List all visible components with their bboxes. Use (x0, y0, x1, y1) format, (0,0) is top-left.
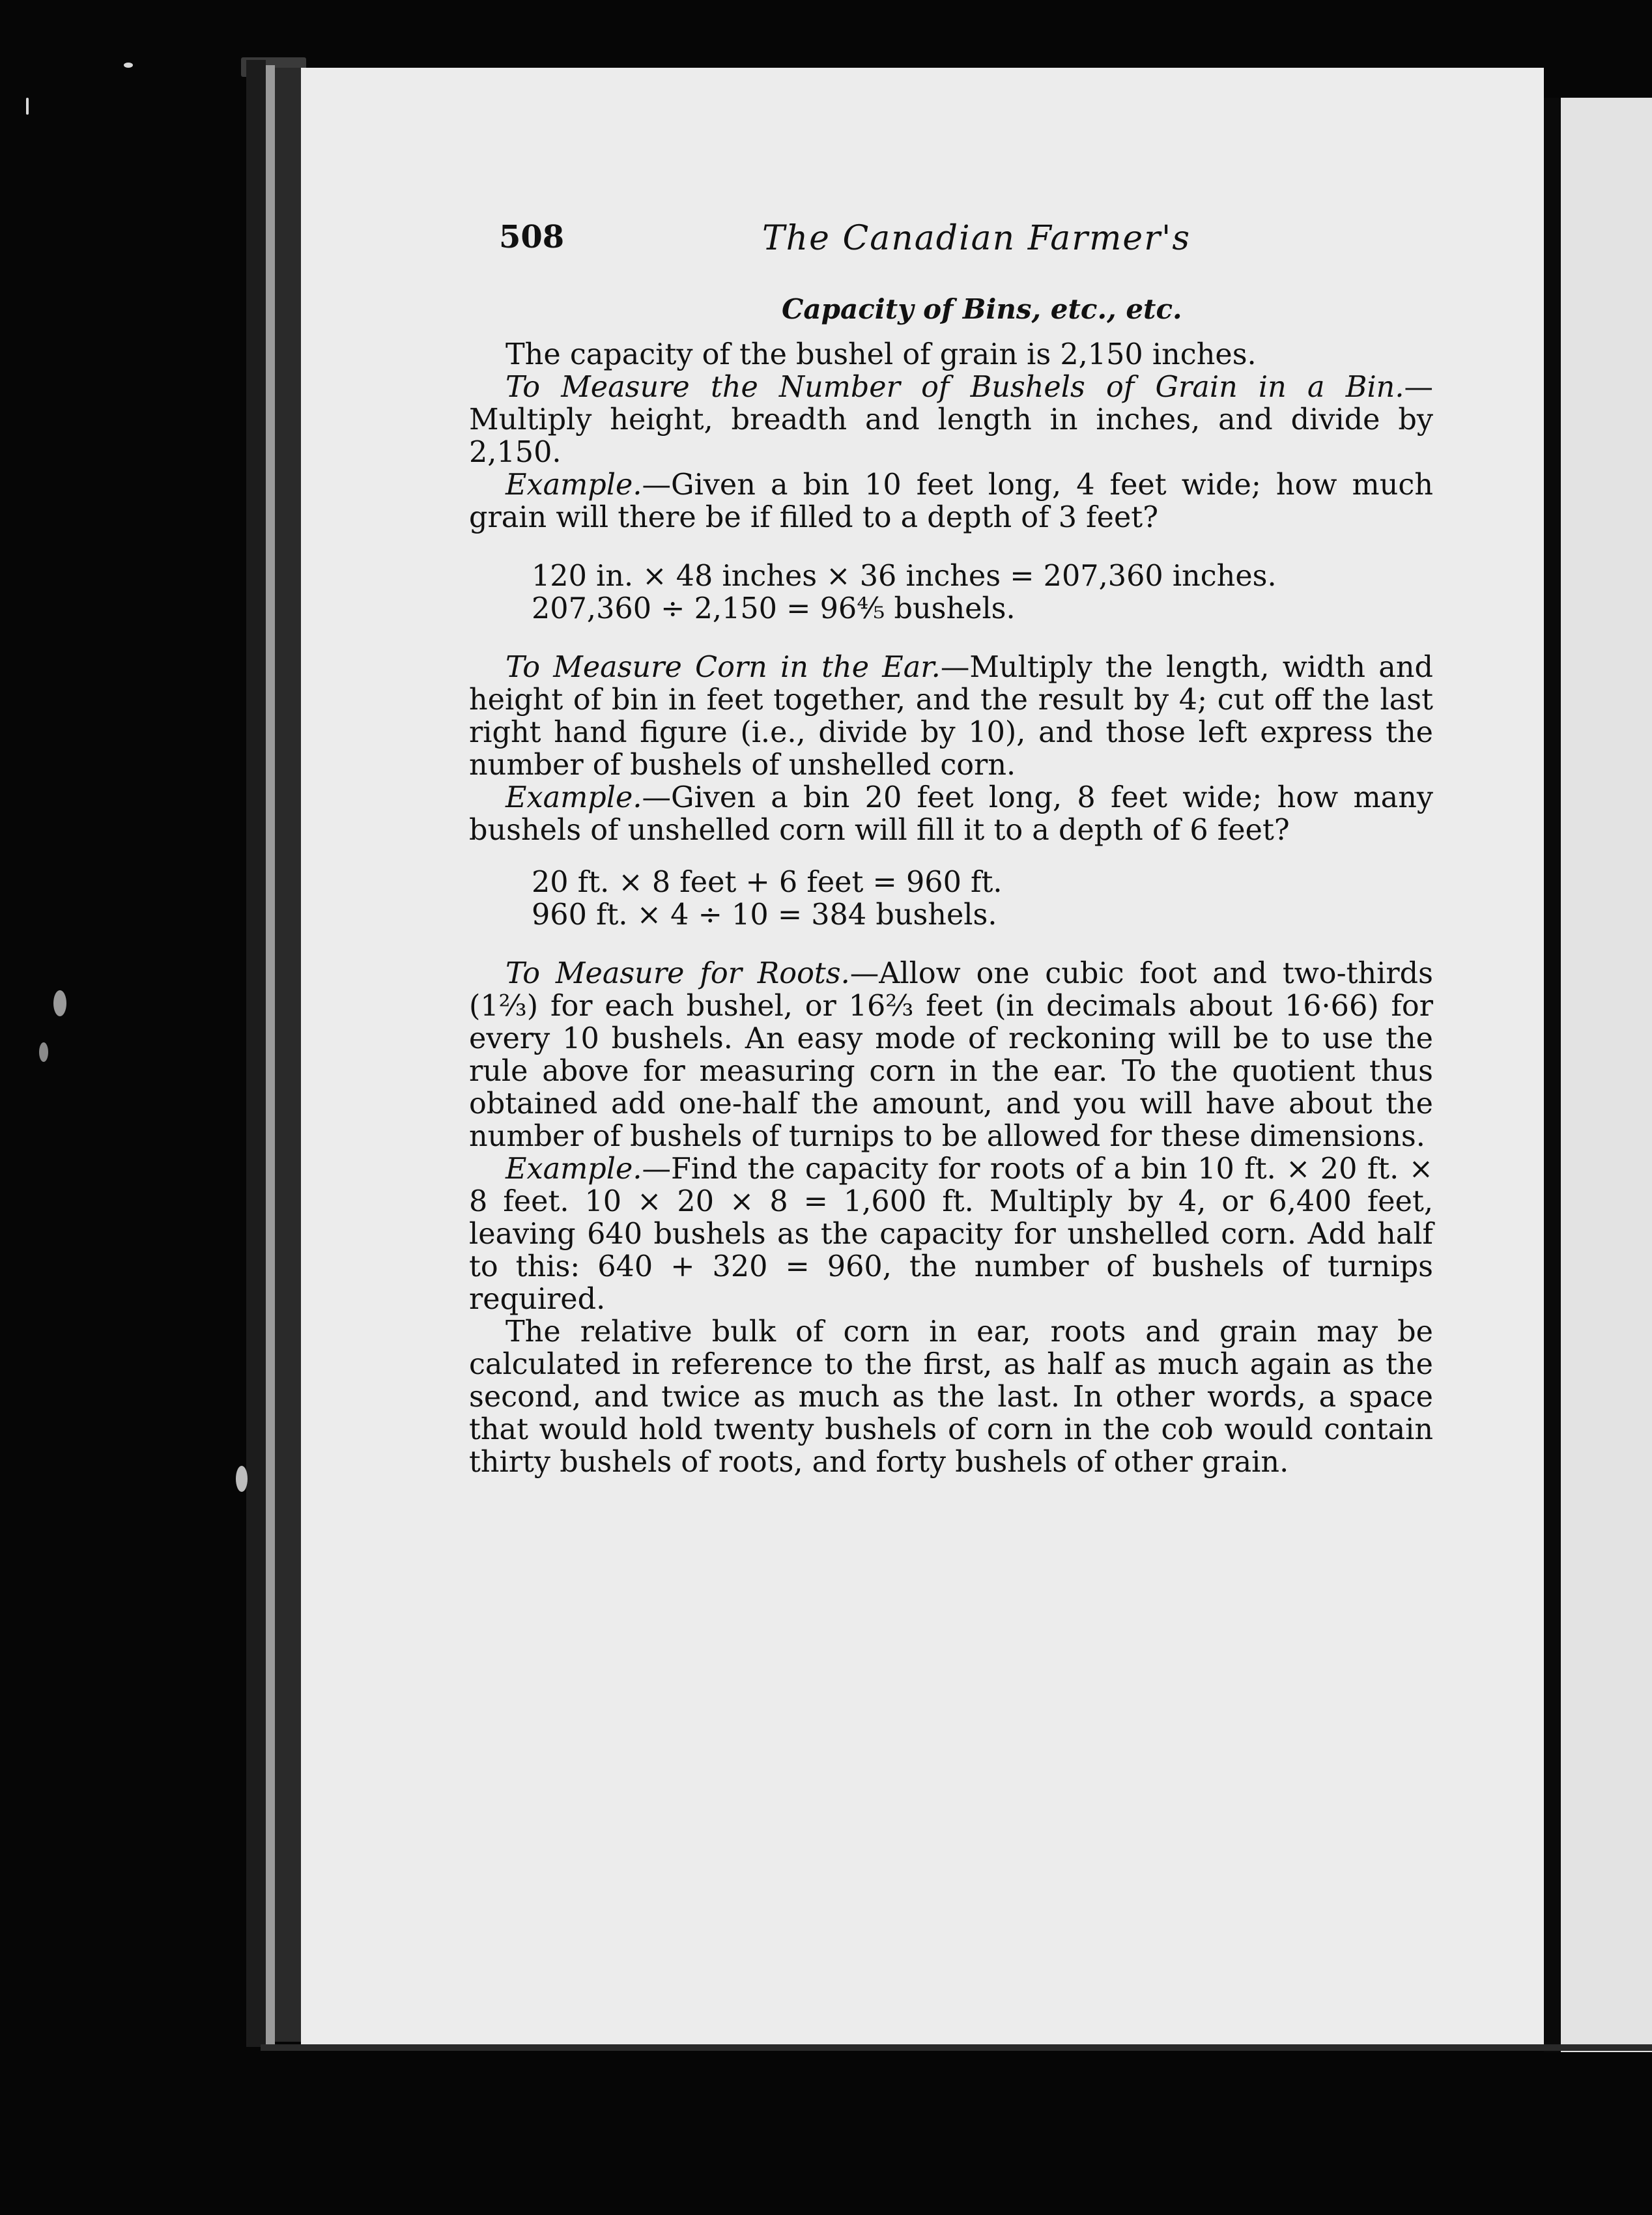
gutter-shadow (275, 68, 301, 2042)
calculation-line: 20 ft. × 8 feet + 6 feet = 960 ft. (532, 866, 1003, 899)
run-in-heading: To Measure the Number of Bushels of Grain in a Bin. (506, 371, 1404, 404)
run-in-heading: To Measure Corn in the Ear. (506, 651, 941, 684)
run-in-heading: Example. (506, 468, 642, 502)
page-gap (1544, 98, 1561, 2052)
dust-speck (53, 990, 66, 1016)
spacer (469, 847, 1433, 866)
spacer (469, 932, 1433, 958)
paragraph-text: The relative bulk of corn in ear, roots and grain may be calculated in reference to the first, as half as much again as the second, and twice as much as the last. In other words, a space that would hold twenty bushels of corn in the cob would contain thirty bushels of roots, and forty bushels of other grain. (469, 1315, 1433, 1479)
paragraph-text: —Multiply the length, width and height of bin in feet together, and the result by 4; cut off the last right hand figure (i.e., divide by 10), and those left express the number of bushels of unshelled corn. (469, 651, 1433, 782)
book-binding (246, 60, 266, 2047)
paragraph-text: —Multiply height, breadth and length in inches, and divide by 2,150. (469, 371, 1433, 469)
paragraph (469, 1153, 1433, 1316)
run-in-heading: Example. (506, 1152, 642, 1186)
paragraph-text: —Allow one cubic foot and two-thirds (1⅔) for each bushel, or 16⅔ feet (in decimals about 16·66) for every 10 bushels. An easy mode of reckoning will be to use the rule above for measuring corn in the ear. To the quotient thus obtained add one-half the amount, and you will have about the number of bushels of turnips to be allowed for these dimensions. (469, 957, 1433, 1153)
paragraph (469, 782, 1433, 847)
paragraph (469, 339, 1433, 371)
paragraph (469, 651, 1433, 782)
page-number: 508 (499, 219, 565, 255)
dust-speck (26, 98, 29, 115)
calculation-line: 207,360 ÷ 2,150 = 96⅘ bushels. (532, 592, 1016, 625)
adjacent-page-edge (1561, 98, 1652, 2052)
paragraph (469, 958, 1433, 1153)
spacer (469, 534, 1433, 560)
calculation-line: 960 ft. × 4 ÷ 10 = 384 bushels. (532, 898, 997, 932)
run-in-heading: To Measure for Roots. (506, 957, 850, 990)
spacer (469, 625, 1433, 651)
run-in-heading: Example. (506, 781, 642, 814)
page-edge-highlight (266, 65, 275, 2046)
running-title: The Canadian Farmer's (762, 219, 1191, 258)
paragraph (469, 1316, 1433, 1479)
dust-speck (236, 1466, 248, 1492)
running-head (469, 215, 1433, 267)
bottom-edge (261, 2044, 1652, 2051)
paragraph (469, 469, 1433, 534)
section-heading: Capacity of Bins, etc., etc. (782, 293, 1182, 325)
dust-speck (124, 63, 133, 68)
calculation-line: 120 in. × 48 inches × 36 inches = 207,360 inches. (532, 560, 1277, 593)
body-text (469, 339, 1433, 1479)
paragraph-text: —Given a bin 10 feet long, 4 feet wide; how much grain will there be if filled to a depth of 3 feet? (469, 468, 1433, 534)
dust-speck (39, 1042, 48, 1062)
paragraph-text: —Given a bin 20 feet long, 8 feet wide; how many bushels of unshelled corn will fill it to a depth of 6 feet? (469, 781, 1433, 847)
paragraph-text: The capacity of the bushel of grain is 2,150 inches. (506, 338, 1257, 371)
paragraph (469, 371, 1433, 469)
paragraph-text: —Find the capacity for roots of a bin 10 ft. × 20 ft. × 8 feet. 10 × 20 × 8 = 1,600 ft. Multiply by 4, or 6,400 feet, leaving 640 bushels as the capacity for unshelled corn. Add half to this: 640 + 320 = 960, the number of bushels of turnips required. (469, 1152, 1433, 1316)
